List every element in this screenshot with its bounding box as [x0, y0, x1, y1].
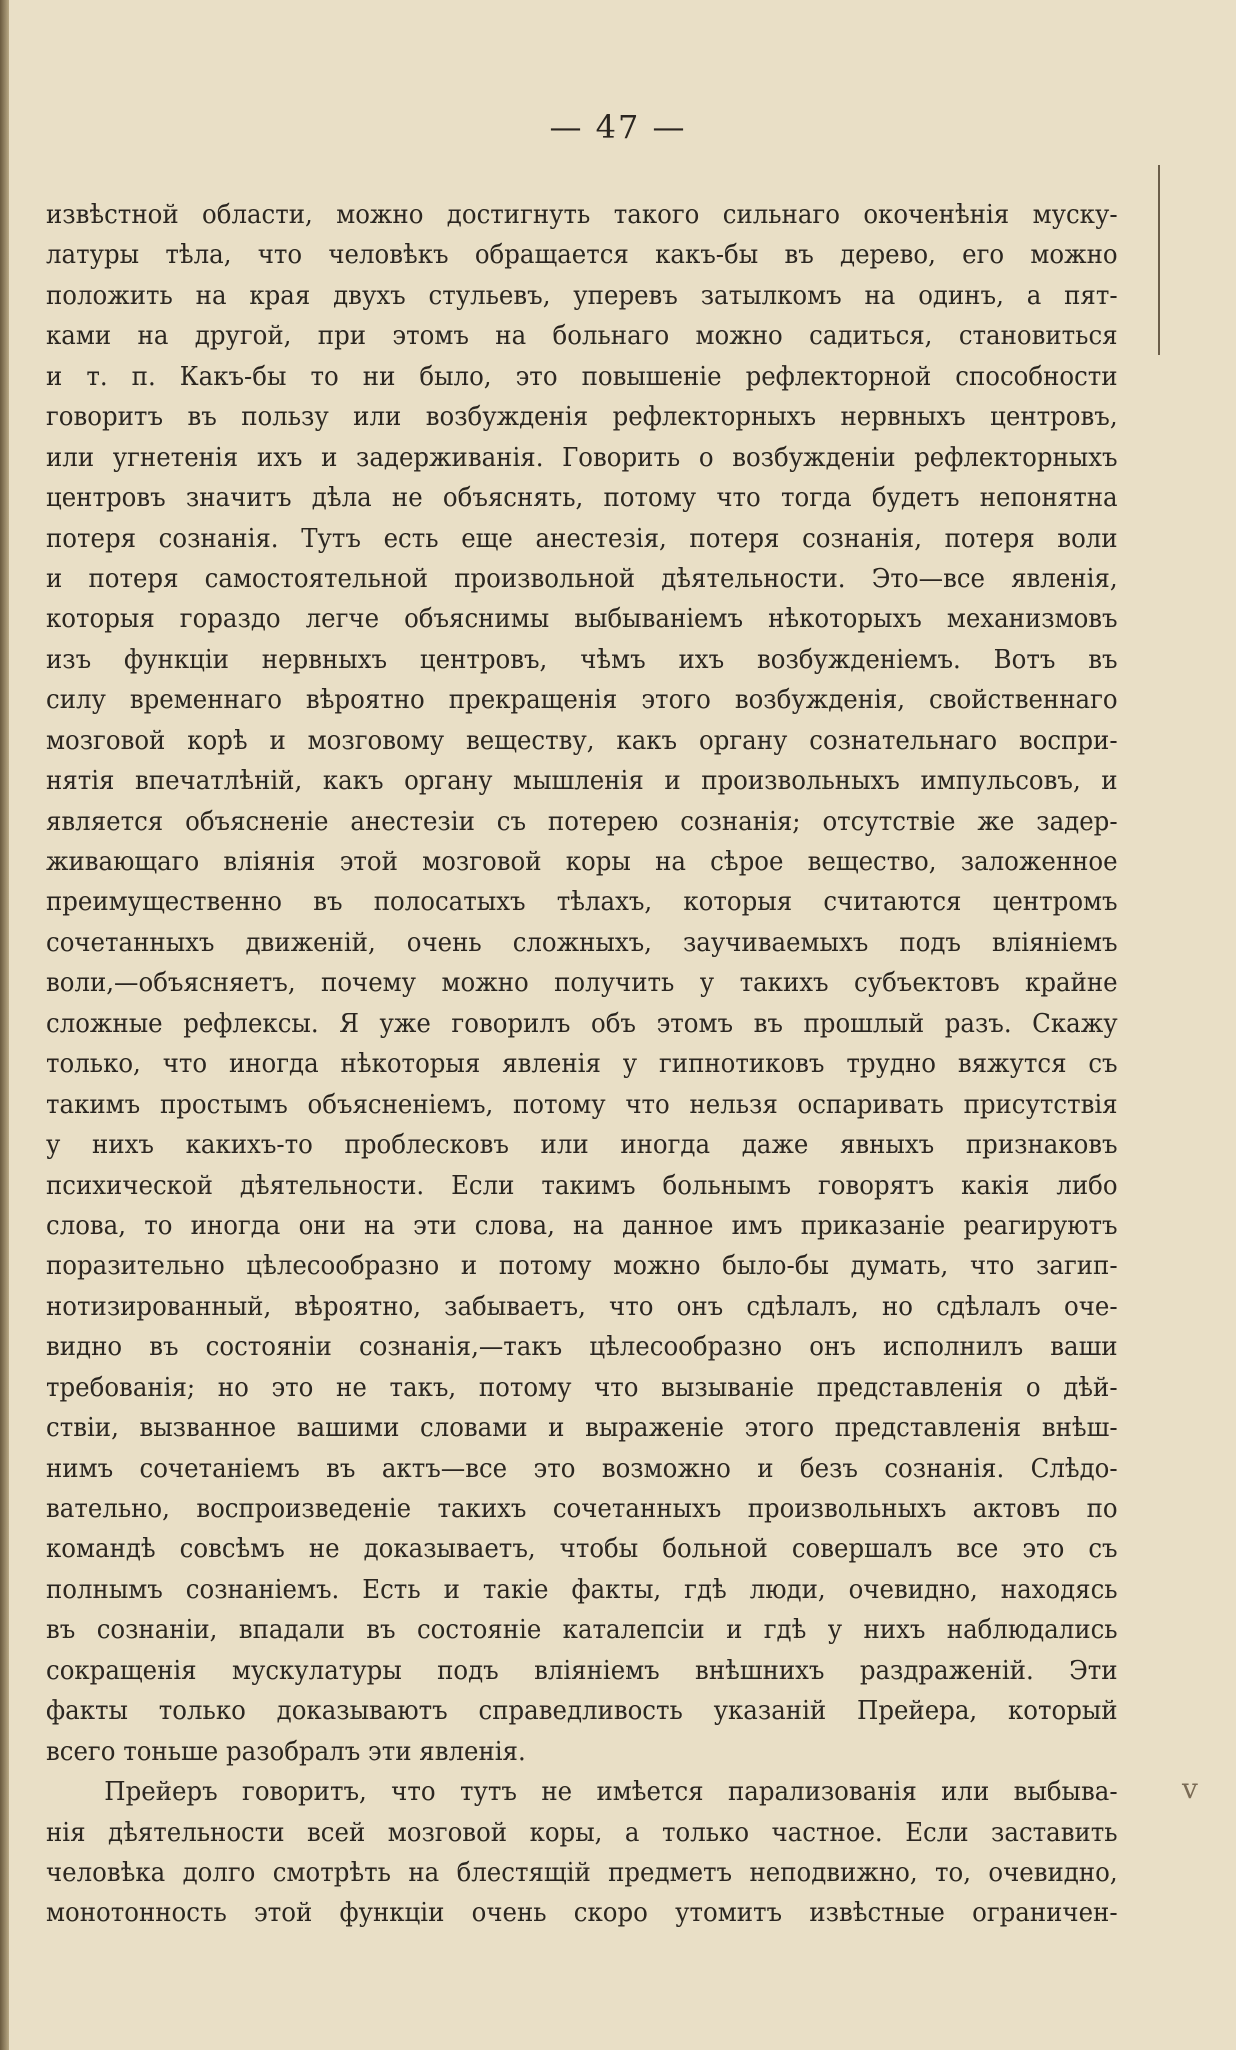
- text-line: только, что иногда нѣкоторыя явленія у гипнотиковъ трудно вяжутся съ: [46, 1049, 1118, 1080]
- text-line: является объясненіе анестезіи съ потерею сознанія; отсутствіе же задер-: [46, 806, 1118, 837]
- margin-check-mark: v: [1182, 1772, 1198, 1805]
- text-line: факты только доказываютъ справедливость указаній Прейера, который: [46, 1696, 1118, 1727]
- text-line: или угнетенія ихъ и задерживанія. Говорить о возбужденіи рефлекторныхъ: [46, 442, 1118, 473]
- text-line: видно въ состояніи сознанія,—такъ цѣлесообразно онъ исполнилъ ваши: [46, 1332, 1118, 1363]
- text-line: силу временнаго вѣроятно прекращенія этого возбужденія, свойственнаго: [46, 685, 1118, 716]
- text-line: нятія впечатлѣній, какъ органу мышленія и произвольныхъ импульсовъ, и: [46, 766, 1118, 797]
- text-line: сокращенія мускулатуры подъ вліяніемъ внѣшнихъ раздраженій. Эти: [46, 1655, 1118, 1686]
- text-line: изъ функціи нервныхъ центровъ, чѣмъ ихъ возбужденіемъ. Вотъ въ: [46, 644, 1118, 675]
- text-line: центровъ значитъ дѣла не объяснять, потому что тогда будетъ непонятна: [46, 483, 1118, 514]
- text-line: такимъ простымъ объясненіемъ, потому что нельзя оспаривать присутствія: [46, 1089, 1118, 1120]
- text-line: воли,—объясняетъ, почему можно получить у такихъ субъектовъ крайне: [46, 968, 1118, 999]
- text-line: слова, то иногда они на эти слова, на данное имъ приказаніе реагируютъ: [46, 1210, 1118, 1241]
- body-text: [46, 195, 1118, 1934]
- text-line: нотизированный, вѣроятно, забываетъ, что онъ сдѣлалъ, но сдѣлалъ оче-: [46, 1291, 1118, 1322]
- text-line: полнымъ сознаніемъ. Есть и такіе факты, гдѣ люди, очевидно, находясь: [46, 1574, 1118, 1605]
- scan-binding-edge: [0, 0, 9, 2050]
- text-line: ками на другой, при этомъ на больнаго можно садиться, становиться: [46, 321, 1118, 352]
- text-line: которыя гораздо легче объяснимы выбываніемъ нѣкоторыхъ механизмовъ: [46, 604, 1118, 635]
- text-line: ствіи, вызванное вашими словами и выраженіе этого представленія внѣш-: [46, 1413, 1118, 1444]
- text-line: человѣка долго смотрѣть на блестящій предметъ неподвижно, то, очевидно,: [46, 1857, 1118, 1888]
- text-line: сочетанныхъ движеній, очень сложныхъ, заучиваемыхъ подъ вліяніемъ: [46, 927, 1118, 958]
- text-line: положить на края двухъ стульевъ, уперевъ затылкомъ на одинъ, а пят-: [46, 280, 1118, 311]
- text-line: и потеря самостоятельной произвольной дѣятельности. Это—все явленія,: [46, 563, 1118, 594]
- text-line: нимъ сочетаніемъ въ актъ—все это возможно и безъ сознанія. Слѣдо-: [46, 1453, 1118, 1484]
- text-line: говоритъ въ пользу или возбужденія рефлекторныхъ нервныхъ центровъ,: [46, 402, 1118, 433]
- text-line: въ сознаніи, впадали въ состояніе каталепсіи и гдѣ у нихъ наблюдались: [46, 1615, 1118, 1646]
- text-line: вательно, воспроизведеніе такихъ сочетанныхъ произвольныхъ актовъ по: [46, 1494, 1118, 1524]
- text-line: мозговой корѣ и мозговому веществу, какъ органу сознательнаго воспри-: [46, 725, 1118, 756]
- text-line: у нихъ какихъ-то проблесковъ или иногда даже явныхъ признаковъ: [46, 1130, 1118, 1161]
- text-line: монотонность этой функціи очень скоро утомитъ извѣстные ограничен-: [46, 1898, 1118, 1929]
- text-line: потеря сознанія. Тутъ есть еще анестезія, потеря сознанія, потеря воли: [46, 523, 1118, 554]
- text-line: поразительно цѣлесообразно и потому можно было-бы думать, что загип-: [46, 1251, 1118, 1282]
- text-line: всего тоньше разобралъ эти явленія.: [46, 1736, 526, 1767]
- text-line: преимущественно въ полосатыхъ тѣлахъ, которыя считаются центромъ: [46, 887, 1118, 918]
- text-line: и т. п. Какъ-бы то ни было, это повышеніе рефлекторной способности: [46, 361, 1118, 392]
- text-line: командѣ совсѣмъ не доказываетъ, чтобы больной совершалъ все это съ: [46, 1534, 1118, 1565]
- text-line: живающаго вліянія этой мозговой коры на сѣрое вещество, заложенное: [46, 847, 1118, 877]
- text-line: психической дѣятельности. Если такимъ больнымъ говорятъ какія либо: [46, 1170, 1118, 1201]
- text-line: Прейеръ говоритъ, что тутъ не имѣется парализованія или выбыва-: [104, 1777, 1118, 1808]
- text-line: латуры тѣла, что человѣкъ обращается какъ-бы въ дерево, его можно: [46, 240, 1118, 271]
- page-number-header: — 47 —: [549, 108, 687, 146]
- text-line: сложные рефлексы. Я уже говорилъ объ этомъ въ прошлый разъ. Скажу: [46, 1008, 1118, 1039]
- text-line: требованія; но это не такъ, потому что вызываніе представленія о дѣй-: [46, 1372, 1118, 1403]
- margin-pencil-line: [1158, 165, 1160, 355]
- text-line: нія дѣятельности всей мозговой коры, а только частное. Если заставить: [46, 1817, 1118, 1848]
- text-line: извѣстной области, можно достигнуть такого сильнаго окоченѣнія муску-: [46, 200, 1118, 230]
